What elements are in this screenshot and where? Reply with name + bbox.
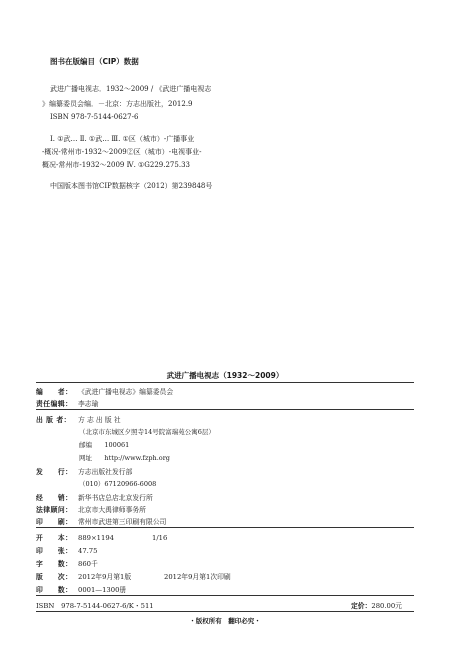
words-value: 860千 bbox=[78, 560, 98, 568]
sheets-row bbox=[36, 545, 97, 555]
postcode-label: 邮编 bbox=[79, 441, 92, 449]
price-value: 280.00元 bbox=[371, 602, 402, 610]
rule-2 bbox=[36, 409, 414, 410]
isbn-value: ISBN 978-7-5144-0627-6/K・511 bbox=[36, 602, 154, 610]
cip-title: 图书在版编目（CIP）数据 bbox=[50, 57, 139, 66]
format-row bbox=[36, 532, 167, 542]
cip-class-1: Ⅰ. ①武… Ⅱ. ①武… Ⅲ. ①区（城市）-广播事业 bbox=[50, 135, 195, 143]
format-fraction: 1/16 bbox=[152, 534, 168, 542]
publisher-value: 方 志 出 版 社 bbox=[78, 416, 121, 424]
editor-label: 编 者： bbox=[36, 388, 73, 396]
website-row bbox=[79, 453, 170, 462]
seller-value: 新华书店总店北京发行所 bbox=[78, 494, 153, 502]
sheets-value: 47.75 bbox=[78, 547, 98, 555]
resp-editor-row bbox=[36, 398, 98, 408]
print-run-row bbox=[36, 584, 126, 594]
publisher-address: （北京市东城区夕照寺14号院富瑞苑公寓6层） bbox=[79, 428, 215, 436]
rule-3 bbox=[36, 527, 414, 528]
printer-row bbox=[36, 516, 166, 526]
format-value: 889×1194 bbox=[78, 534, 114, 542]
printer-value: 常州市武进第三印刷有限公司 bbox=[78, 518, 167, 526]
cip-isbn: ISBN 978-7-5144-0627-6 bbox=[50, 113, 139, 121]
resp-editor-label: 责任编辑： bbox=[36, 400, 73, 408]
editor-value: 《武进广播电视志》编纂委员会 bbox=[78, 388, 174, 396]
distribution-phone: （010）67120966-6008 bbox=[79, 480, 157, 488]
editor-row bbox=[36, 386, 173, 396]
print-run-label: 印 数： bbox=[36, 586, 73, 594]
legal-value: 北京市大禹律师事务所 bbox=[78, 506, 146, 514]
words-row bbox=[36, 558, 98, 568]
rule-5 bbox=[36, 611, 414, 612]
edition-row bbox=[36, 571, 231, 581]
legal-label: 法律顾问： bbox=[36, 506, 73, 514]
rule-4 bbox=[36, 595, 414, 596]
rights-notice: ・版权所有 翻印必究・ bbox=[189, 617, 261, 625]
edition-value: 2012年9月第1版 bbox=[78, 573, 132, 581]
cip-class-2: -概况-常州市-1932～2009②区（城市）-电视事业- bbox=[42, 148, 202, 156]
format-label: 开 本： bbox=[36, 534, 73, 542]
book-title: 武进广播电视志（1932～2009） bbox=[166, 371, 284, 380]
seller-row bbox=[36, 492, 153, 502]
print-run-value: 0001—1300册 bbox=[78, 586, 127, 594]
top-rule bbox=[36, 382, 414, 383]
postcode-row bbox=[79, 440, 129, 449]
seller-label: 经 销： bbox=[36, 494, 73, 502]
sheets-label: 印 张： bbox=[36, 547, 73, 555]
cip-class-3: 概况-常州市-1932～2009 Ⅳ. ①G229.275.33 bbox=[42, 161, 190, 169]
distribution-label: 发 行： bbox=[36, 468, 73, 476]
distribution-row bbox=[36, 466, 132, 476]
distribution-value: 方志出版社发行部 bbox=[78, 468, 133, 476]
cip-csn: 中国版本图书馆CIP数据核字（2012）第239848号 bbox=[50, 182, 213, 190]
publisher-row bbox=[36, 414, 121, 424]
publisher-label: 出 版 者： bbox=[36, 416, 71, 424]
website-label: 网址 bbox=[79, 454, 92, 462]
edition-label: 版 次： bbox=[36, 573, 73, 581]
postcode-value: 100061 bbox=[104, 441, 130, 449]
impression-value: 2012年9月第1次印刷 bbox=[164, 573, 231, 581]
cip-line-1: 武进广播电视志．1932～2009 / 《武进广播电视志 bbox=[50, 85, 212, 93]
legal-row bbox=[36, 504, 146, 514]
cip-line-2: 》编纂委员会编．－北京：方志出版社，2012.9 bbox=[42, 100, 193, 108]
words-label: 字 数： bbox=[36, 560, 73, 568]
resp-editor-value: 李志瑜 bbox=[78, 400, 99, 408]
isbn-row bbox=[36, 600, 402, 610]
price-label: 定价： bbox=[351, 602, 372, 610]
website-value: http://www.fzph.org bbox=[104, 454, 170, 462]
printer-label: 印 刷： bbox=[36, 518, 73, 526]
